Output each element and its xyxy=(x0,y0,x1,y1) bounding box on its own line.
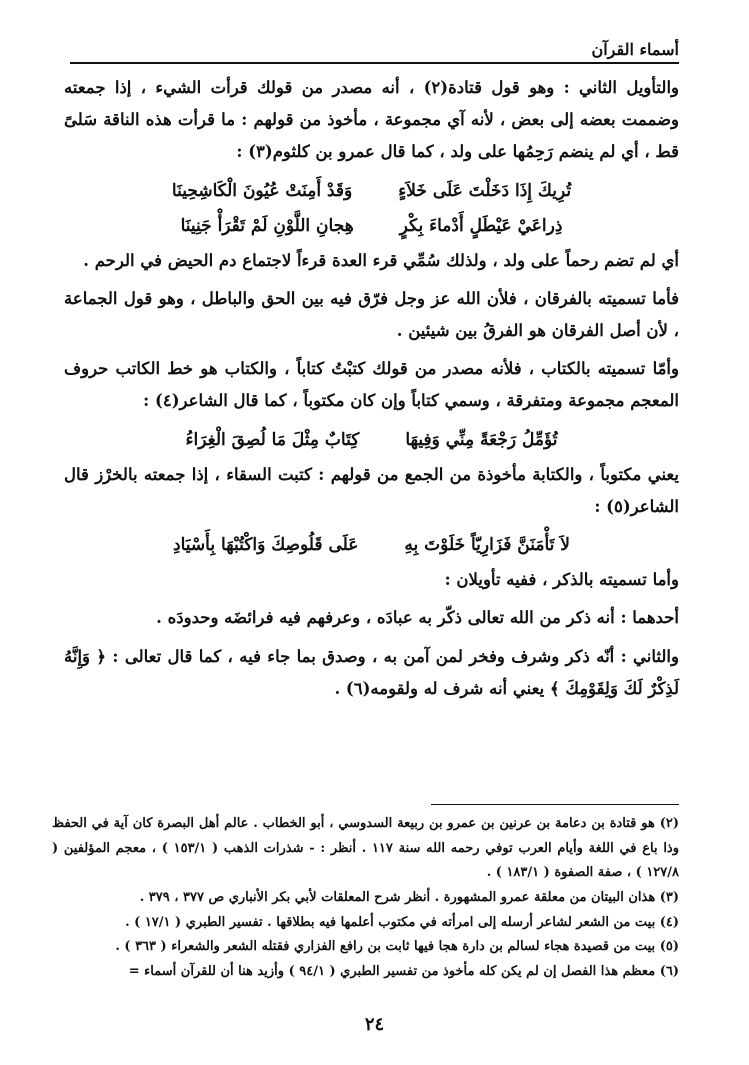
verse-1 xyxy=(64,175,679,208)
footnote-2: (٢) هو قتادة بن دعامة بن عرنين بن عمرو بن ربيعة السدوسي ، أبو الخطاب . عالم أهل البصرة كان آية في الحفظ وذا باع في اللغة وأيام العرب توفي رحمه الله سنة ١١٧ . أنظر : - شذرات الذهب ( ١٥٣/١ ) ، معجم المؤلفين ( ١٢٧/٨ ) ، صفة الصفوة ( ١٨٣/١ ) . xyxy=(52,816,679,881)
verse-4-first-hemistich: لاَ تَأْمَنَنَّ فَزَارِيّاً خَلَوْتَ بِهِ xyxy=(404,535,570,556)
footnote-separator xyxy=(431,804,679,805)
footnote-6: (٦) معظم هذا الفصل إن لم يكن كله مأخوذ من تفسير الطبري ( ٩٤/١ ) وأزيد هنا أن للقرآن أسماء = xyxy=(128,964,679,980)
verse-4 xyxy=(64,529,679,562)
paragraph-furqan: فأما تسميته بالفرقان ، فلأن الله عز وجل فرّق فيه بين الحق والباطل ، وهو قول الجماعة ، لأن أصل الفرقان هو الفرقُ بين شيئين . xyxy=(64,288,679,341)
paragraph-second-interpretation: والتأويل الثاني : وهو قول قتادة(٢) ، أنه مصدر من قولك قرأت الشيء ، إذا جمعته وضممت بعضه إلى بعض ، لأنه آي مجموعة ، مأخوذ من قولهم : ما قرأت هذه الناقة سَلىً قط ، أي لم ينضم رَحِمُها على ولد ، كما قال عمرو بن كلثوم(٣) : xyxy=(64,78,679,162)
footnote-3: (٣) هذان البيتان من معلقة عمرو المشهورة . أنظر شرح المعلقات لأبي بكر الأنباري ص ٣٧٧ ، ٣٧٩ . xyxy=(139,890,679,906)
verse-3-first-hemistich: تُؤَمِّلُ رَجْعَةً مِنِّي وَفِيهَا xyxy=(405,429,558,450)
verse-2 xyxy=(64,210,679,243)
paragraph-dhikr: وأما تسميته بالذكر ، ففيه تأويلان : xyxy=(444,570,679,590)
paragraph-kitab: وأمّا تسميته بالكتاب ، فلأنه مصدر من قولك كتبْتُ كتاباً ، والكتاب هو خط الكاتب حروف المعجم مجموعة ومتفرقة ، وسمي كتاباً وإن كان مكتوباً ، كما قال الشاعر(٤) : xyxy=(64,359,679,411)
paragraph-first-interpretation: أحدهما : أنه ذكر من الله تعالى ذكّر به عبادَه ، وعرفهم فيه فرائضَه وحدودَه . xyxy=(156,608,679,628)
verse-3-second-hemistich: كِتَابٌ مِثْلَ مَا لُصِقَ الْغِرَاءُ xyxy=(185,429,360,450)
verse-2-second-hemistich: هِجانِ اللَّوْنِ لَمْ تَقْرَأْ جَنِينَا xyxy=(180,215,354,236)
verse-2-first-hemistich: ذِراعَيْ عَيْطَلٍ أَدْماءَ بِكْرٍ xyxy=(399,215,563,236)
verse-4-second-hemistich: عَلَى قَلُوصِكَ وَاكْتُبْهَا بِأَسْيَادِ xyxy=(173,535,359,556)
verse-3 xyxy=(64,424,679,457)
footnote-4: (٤) بيت من الشعر لشاعر أرسله إلى امرأته في مكتوب أعلمها فيه بطلاقها . تفسير الطبري ( ١٧/١ ) . xyxy=(125,914,679,930)
paragraph-second-dhikr: والثاني : أنّه ذكر وشرف وفخر لمن آمن به ، وصدق بما جاء فيه ، كما قال تعالى : ﴿ وَإِنَّهُ لَذِكْرٌ لَكَ وَلِقَوْمِكَ ﴾ يعني أنه شرف له ولقومه(٦) . xyxy=(64,646,679,698)
paragraph-kitaba: يعني مكتوباً ، والكتابة مأخوذة من الجمع من قولهم : كتبت السقاء ، إذا جمعته بالخرْز قال الشاعر(٥) : xyxy=(64,464,679,516)
verse-1-second-hemistich: وَقَدْ أَمِنَتْ عُيُونَ الْكَاشِحِينَا xyxy=(171,180,353,201)
footnote-5: (٥) بيت من قصيدة هجاء لسالم بن دارة هجا فيها ثابت بن رافع الفزاري فقتله الشعر والشعراء ( ٣٦٣ ) . xyxy=(115,939,679,955)
footnotes xyxy=(52,812,679,985)
paragraph-qur-explanation: أي لم تضم رحماً على ولد ، ولذلك سُمِّي قرء العدة قرءاً لاجتماع دم الحيض في الرحم . xyxy=(83,250,679,270)
verse-1-first-hemistich: تُرِيكَ إِذَا دَخَلْتَ عَلَى خَلاَءٍ xyxy=(398,180,572,201)
header-rule xyxy=(70,62,679,64)
main-text xyxy=(64,72,679,711)
running-header xyxy=(70,34,679,64)
header-title: أسماء القرآن xyxy=(591,40,679,59)
page-number: ٢٤ xyxy=(364,1014,385,1035)
